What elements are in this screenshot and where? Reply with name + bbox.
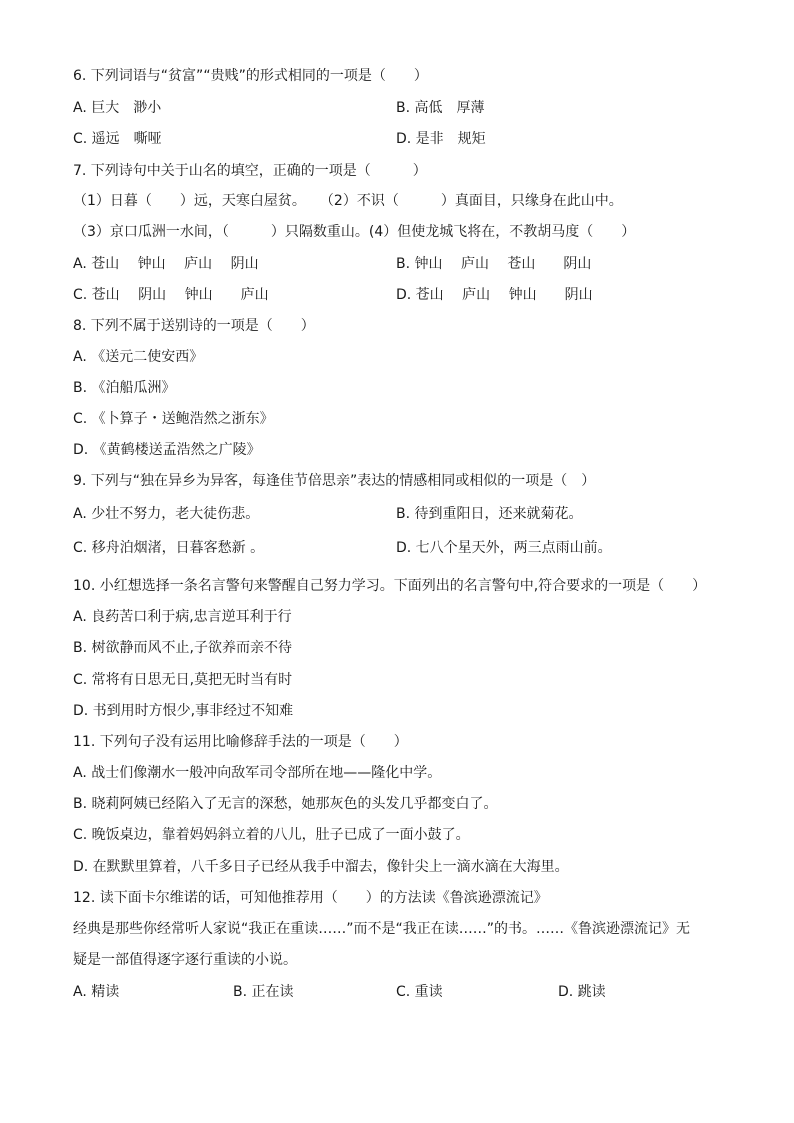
question-6-stem: 6. 下列词语与“贫富”“贵贱”的形式相同的一项是（ ） xyxy=(73,68,428,84)
question-11-option-c[interactable]: C. 晚饭桌边，靠着妈妈斜立着的八儿，肚子已成了一面小鼓了。 xyxy=(73,827,470,843)
question-11-option-b[interactable]: B. 晓莉阿姨已经陷入了无言的深愁，她那灰色的头发几乎都变白了。 xyxy=(73,796,498,812)
question-11-option-a[interactable]: A. 战士们像潮水一般冲向敌军司令部所在地——隆化中学。 xyxy=(73,765,442,781)
question-12-passage-line-1: 经典是那些你经常听人家说“我正在重读……”而不是“我正在读……”的书。……《鲁滨逊漂流记》无 xyxy=(73,921,691,937)
question-7-subline-1: （1）日暮（ ）远，天寒白屋贫。 （2）不识（ ）真面目，只缘身在此山中。 xyxy=(73,193,623,209)
question-7-option-c[interactable]: C. 苍山 阴山 钟山 庐山 xyxy=(73,287,269,303)
question-10-stem: 10. 小红想选择一条名言警句来警醒自己努力学习。下面列出的名言警句中,符合要求的一项是（ ） xyxy=(73,578,707,594)
question-7-option-b[interactable]: B. 钟山 庐山 苍山 阴山 xyxy=(396,256,592,272)
question-11-option-d[interactable]: D. 在默默里算着，八千多日子已经从我手中溜去，像针尖上一滴水滴在大海里。 xyxy=(73,859,569,875)
question-8-option-c[interactable]: C. 《卜算子・送鲍浩然之浙东》 xyxy=(73,411,274,427)
question-8-stem: 8. 下列不属于送别诗的一项是（ ） xyxy=(73,318,315,334)
question-12-option-c[interactable]: C. 重读 xyxy=(396,984,443,1000)
question-6-option-b[interactable]: B. 高低 厚薄 xyxy=(396,100,485,116)
question-7-option-a[interactable]: A. 苍山 钟山 庐山 阴山 xyxy=(73,256,259,272)
question-10-option-c[interactable]: C. 常将有日思无日,莫把无时当有时 xyxy=(73,672,293,688)
question-8-option-d[interactable]: D. 《黄鹤楼送孟浩然之广陵》 xyxy=(73,442,261,458)
question-7-stem: 7. 下列诗句中关于山名的填空，正确的一项是（ ） xyxy=(73,163,427,179)
question-6-option-d[interactable]: D. 是非 规矩 xyxy=(396,131,486,147)
question-9-stem: 9. 下列与“独在异乡为异客，每逢佳节倍思亲”表达的情感相同或相似的一项是（ ） xyxy=(73,473,596,489)
question-6-option-a[interactable]: A. 巨大 渺小 xyxy=(73,100,162,116)
question-9-option-c[interactable]: C. 移舟泊烟渚，日暮客愁新 。 xyxy=(73,540,265,556)
question-6-option-c[interactable]: C. 遥远 嘶哑 xyxy=(73,131,162,147)
question-8-option-a[interactable]: A. 《送元二使安西》 xyxy=(73,349,204,365)
question-11-stem: 11. 下列句子没有运用比喻修辞手法的一项是（ ） xyxy=(73,734,408,750)
question-12-option-b[interactable]: B. 正在读 xyxy=(233,984,294,1000)
question-12-option-d[interactable]: D. 跳读 xyxy=(558,984,606,1000)
question-9-option-a[interactable]: A. 少壮不努力，老大徒伤悲。 xyxy=(73,506,260,522)
question-12-option-a[interactable]: A. 精读 xyxy=(73,984,120,1000)
question-12-stem: 12. 读下面卡尔维诺的话，可知他推荐用（ ）的方法读《鲁滨逊漂流记》 xyxy=(73,890,548,906)
question-7-subline-2: （3）京口瓜洲一水间，（ ）只隔数重山。(4）但使龙城飞将在，不教胡马度（ ） xyxy=(73,224,636,240)
question-10-option-a[interactable]: A. 良药苦口利于病,忠言逆耳利于行 xyxy=(73,609,292,625)
question-10-option-b[interactable]: B. 树欲静而风不止,子欲养而亲不待 xyxy=(73,640,292,656)
question-7-option-d[interactable]: D. 苍山 庐山 钟山 阴山 xyxy=(396,287,593,303)
question-9-option-d[interactable]: D. 七八个星天外，两三点雨山前。 xyxy=(396,540,612,556)
question-9-option-b[interactable]: B. 待到重阳日，还来就菊花。 xyxy=(396,506,583,522)
question-8-option-b[interactable]: B. 《泊船瓜洲》 xyxy=(73,380,176,396)
question-12-passage-line-2: 疑是一部值得逐字逐行重读的小说。 xyxy=(73,952,297,968)
question-10-option-d[interactable]: D. 书到用时方恨少,事非经过不知难 xyxy=(73,703,294,719)
